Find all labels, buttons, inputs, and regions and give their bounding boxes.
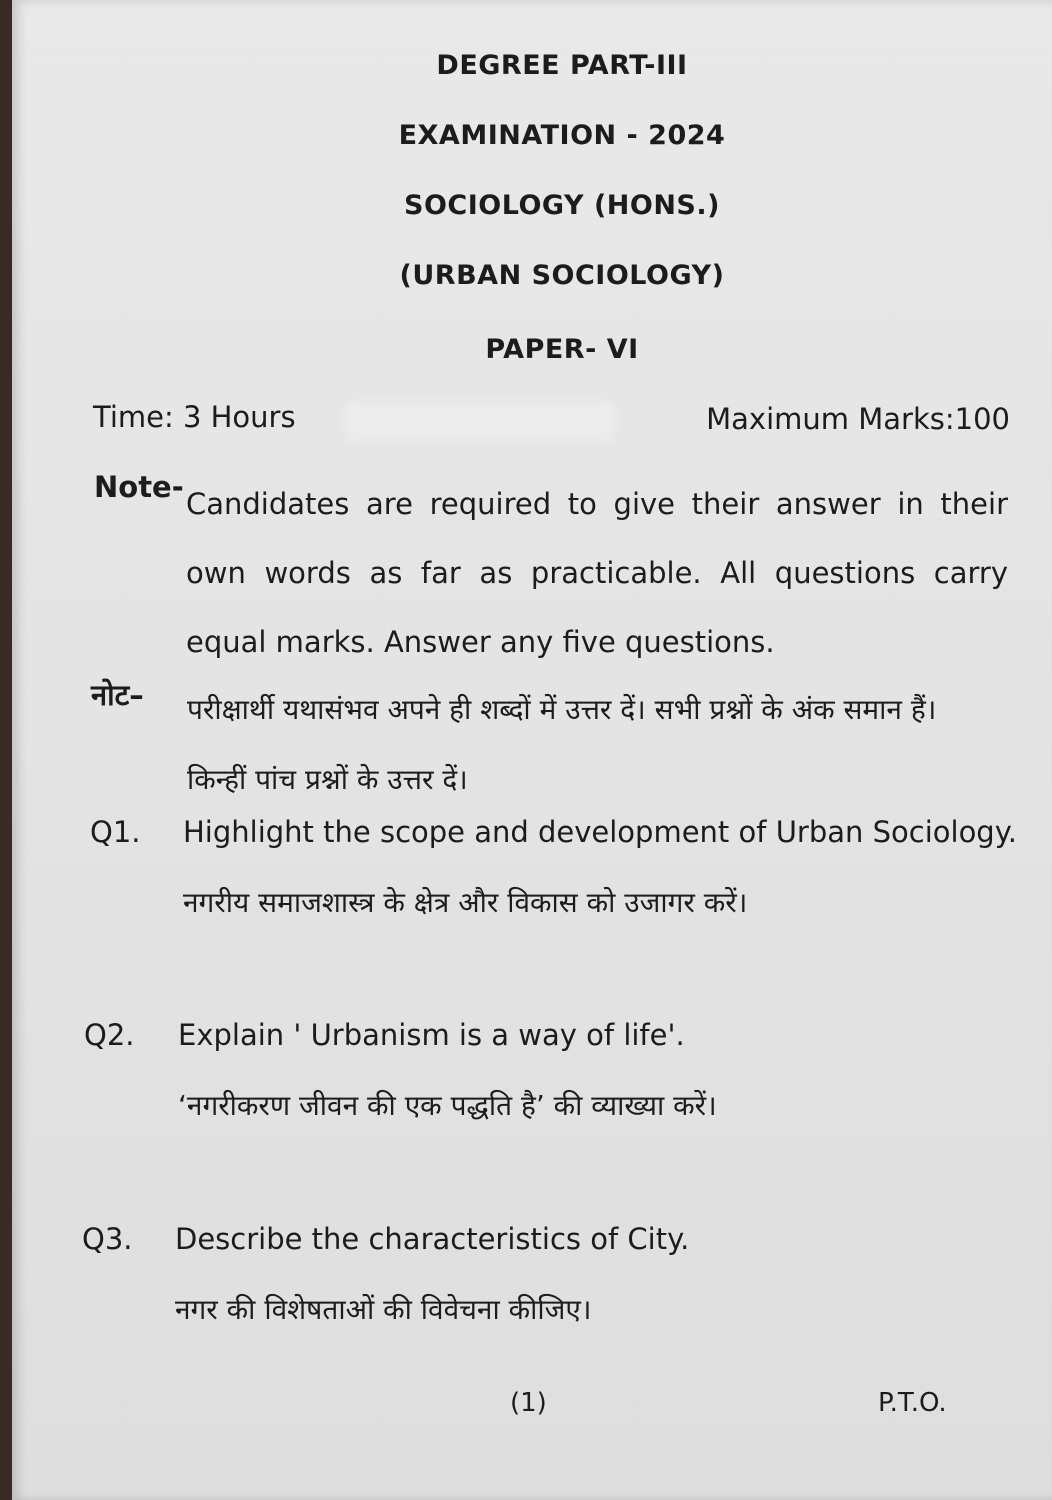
paper-subtitle: (URBAN SOCIOLOGY) — [399, 260, 725, 291]
please-turn-over: P.T.O. — [878, 1388, 947, 1418]
paper-number: PAPER- VI — [485, 334, 639, 365]
hindi-note-text: परीक्षार्थी यथासंभव अपने ही शब्दों में उत्तर दें। सभी प्रश्नों के अंक समान हैं। किन्हीं पांच प्रश्नों के उत्तर दें। — [187, 693, 937, 796]
question-3-number: Q3. — [82, 1222, 133, 1256]
note-label: Note- — [94, 470, 184, 504]
maximum-marks: Maximum Marks:100 — [706, 402, 1010, 436]
examination-title: EXAMINATION - 2024 — [398, 120, 726, 151]
page-number: (1) — [510, 1388, 547, 1418]
question-3-hindi: नगर की विशेषताओं की विवेचना कीजिए। — [175, 1293, 592, 1326]
note-text: Candidates are required to give their answer in their own words as far as practicable. All questions carry equal marks. Answer any five questions. — [186, 487, 1008, 659]
degree-title: DEGREE PART-III — [436, 50, 688, 81]
question-1-hindi: नगरीय समाजशास्त्र के क्षेत्र और विकास को उजागर करें। — [183, 886, 748, 919]
question-2-hindi: ‘नगरीकरण जीवन की एक पद्धति है’ की व्याख्या करें। — [178, 1089, 717, 1122]
time-duration: Time: 3 Hours — [93, 400, 296, 434]
question-2-english: Explain ' Urbanism is a way of life'. — [178, 1018, 685, 1052]
question-1-number: Q1. — [90, 815, 141, 849]
question-2-number: Q2. — [84, 1018, 135, 1052]
question-1-english: Highlight the scope and development of Urban Sociology. — [183, 815, 1017, 849]
question-3-english: Describe the characteristics of City. — [175, 1222, 690, 1256]
redacted-area — [345, 402, 615, 442]
subject-title: SOCIOLOGY (HONS.) — [404, 190, 720, 221]
hindi-note-label: नोट– — [91, 678, 144, 712]
